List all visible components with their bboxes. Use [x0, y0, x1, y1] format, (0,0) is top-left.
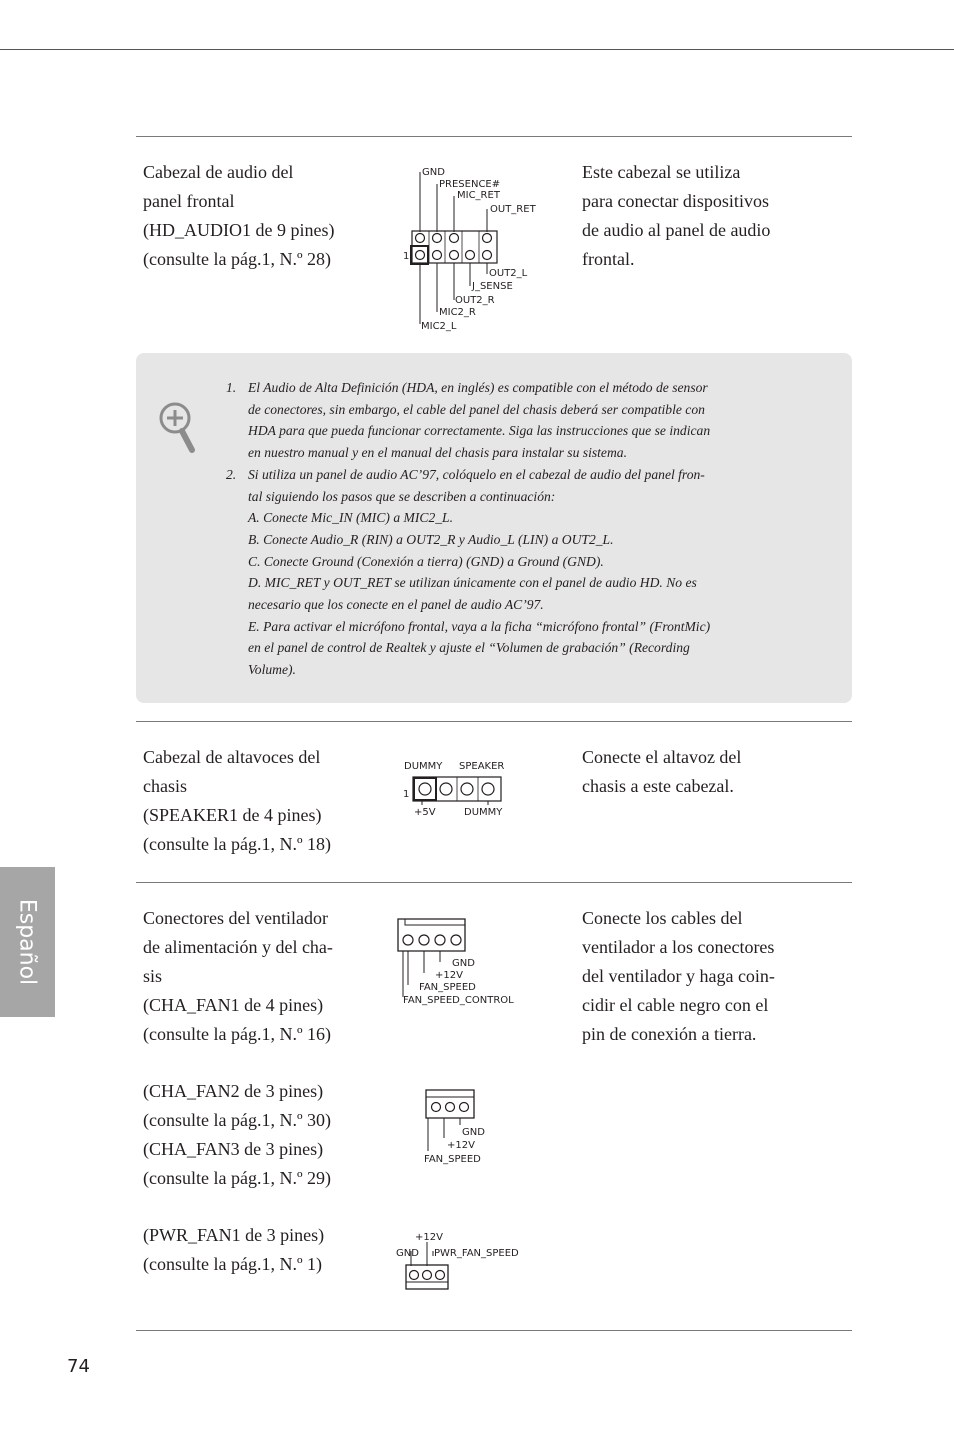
- note-line: [226, 486, 806, 508]
- text-line: Conecte el altavoz del: [582, 747, 742, 767]
- cha-fan2-fan3-description: [143, 1077, 331, 1193]
- pin-label: FAN_SPEED: [419, 982, 476, 993]
- note-line: [226, 659, 806, 681]
- note-text: E. Para activar el micrófono frontal, vaya a la ficha “micrófono frontal” (FrontMic): [248, 618, 711, 634]
- note-line: [226, 377, 806, 399]
- language-tab-label: Español: [14, 898, 40, 986]
- pin-one-marker: 1: [403, 789, 410, 800]
- text-line: frontal.: [582, 249, 635, 269]
- audio-usage-text: [582, 158, 770, 274]
- pin-label: DUMMY: [464, 807, 503, 818]
- note-text: HDA para que pueda funcionar correctamente. Siga las instrucciones que se indican: [248, 423, 711, 439]
- text-line: Conecte los cables del: [582, 908, 743, 928]
- note-text: Volume).: [248, 662, 296, 678]
- note-text: C. Conecte Ground (Conexión a tierra) (GND) a Ground (GND).: [248, 553, 604, 569]
- hd-audio-pinout-diagram: [400, 162, 550, 337]
- text-line: Este cabezal se utiliza: [582, 162, 741, 182]
- note-line: [226, 442, 806, 464]
- note-line: [226, 529, 806, 551]
- note-text: de conectores, sin embargo, el cable del panel del chasis deberá ser compatible con: [248, 401, 705, 417]
- fan-header-description: [143, 904, 333, 1049]
- note-line: [226, 464, 806, 486]
- note-line: [226, 594, 806, 616]
- fan-usage-text: [582, 904, 775, 1049]
- note-line: [226, 572, 806, 594]
- note-text: Si utiliza un panel de audio AC’97, colóquelo en el cabezal de audio del panel fron-: [248, 466, 705, 482]
- note-text: A. Conecte Mic_IN (MIC) a MIC2_L.: [248, 510, 453, 526]
- text-line: de audio al panel de audio: [582, 220, 771, 240]
- text-line: (consulte la pág.1, N.º 16): [143, 1024, 332, 1044]
- note-line: [226, 616, 806, 638]
- text-line: cidir el cable negro con el: [582, 995, 769, 1015]
- speaker-usage-text: [582, 743, 741, 801]
- pin-label: GND: [396, 1248, 419, 1259]
- text-line: (PWR_FAN1 de 3 pines): [143, 1225, 325, 1245]
- pin-label: PWR_FAN_SPEED: [434, 1248, 519, 1259]
- section-rule: [136, 882, 852, 883]
- text-line: chasis a este cabezal.: [582, 776, 734, 796]
- section-rule: [136, 136, 852, 137]
- pin-one-marker: 1: [403, 251, 410, 262]
- note-text: necesario que los conecte en el panel de audio AC’97.: [248, 597, 544, 613]
- pin-label: GND: [462, 1127, 485, 1138]
- text-line: (consulte la pág.1, N.º 1): [143, 1254, 323, 1274]
- pin-label: OUT2_L: [489, 268, 528, 279]
- pwr-fan1-description: [143, 1221, 324, 1279]
- note-text: B. Conecte Audio_R (RIN) a OUT2_R y Audio_L (LIN) a OUT2_L.: [248, 531, 614, 547]
- text-line: (CHA_FAN1 de 4 pines): [143, 995, 324, 1015]
- pin-label: SPEAKER: [459, 761, 505, 772]
- cha-fan1-pinout-diagram: [395, 915, 530, 1010]
- note-text: tal siguiendo los pasos que se describen a continuación:: [248, 488, 556, 504]
- text-line: de alimentación y del cha-: [143, 937, 333, 957]
- text-line: (HD_AUDIO1 de 9 pines): [143, 220, 335, 240]
- note-list: [226, 377, 806, 681]
- pin-label: +12V: [447, 1140, 475, 1151]
- text-line: (consulte la pág.1, N.º 29): [143, 1168, 332, 1188]
- text-line: Cabezal de altavoces del: [143, 747, 321, 767]
- text-line: panel frontal: [143, 191, 235, 211]
- text-line: Cabezal de audio del: [143, 162, 294, 182]
- pin-label: DUMMY: [404, 761, 443, 772]
- audio-header-description: [143, 158, 334, 274]
- pin-label: MIC_RET: [457, 190, 500, 201]
- pin-label: +12V: [435, 970, 463, 981]
- text-line: (SPEAKER1 de 4 pines): [143, 805, 322, 825]
- page-number: 74: [67, 1356, 90, 1377]
- pin-label: MIC2_R: [439, 307, 476, 318]
- pin-label: +12V: [415, 1232, 443, 1243]
- text-line: (CHA_FAN3 de 3 pines): [143, 1139, 324, 1159]
- pin-label: OUT_RET: [490, 204, 536, 215]
- text-line: pin de conexión a tierra.: [582, 1024, 757, 1044]
- text-line: para conectar dispositivos: [582, 191, 769, 211]
- note-line: [226, 420, 806, 442]
- pwr-fan1-pinout-diagram: [393, 1228, 528, 1294]
- text-line: sis: [143, 966, 163, 986]
- text-line: (consulte la pág.1, N.º 30): [143, 1110, 332, 1130]
- note-text: en el panel de control de Realtek y ajuste el “Volumen de grabación” (Recording: [248, 640, 690, 656]
- pin-label: FAN_SPEED: [424, 1154, 481, 1165]
- pin-label: OUT2_R: [455, 295, 495, 306]
- pin-label: J_SENSE: [472, 281, 513, 292]
- section-rule: [136, 1330, 852, 1331]
- section-rule: [136, 721, 852, 722]
- pin-label: MIC2_L: [421, 321, 457, 332]
- pin-label: GND: [422, 167, 445, 178]
- note-line: [226, 551, 806, 573]
- note-text: D. MIC_RET y OUT_RET se utilizan únicamente con el panel de audio HD. No es: [248, 575, 697, 591]
- text-line: Conectores del ventilador: [143, 908, 328, 928]
- cha-fan2-fan3-pinout-diagram: [420, 1085, 530, 1170]
- pin-label: PRESENCE#: [439, 179, 501, 190]
- pin-label: GND: [452, 958, 475, 969]
- note-number: 1.: [226, 380, 237, 395]
- top-rule: [0, 49, 954, 50]
- note-line: [226, 507, 806, 529]
- magnifier-plus-icon: [158, 401, 198, 455]
- note-text: en nuestro manual y en el manual del chasis para instalar su sistema.: [248, 445, 627, 461]
- text-line: (CHA_FAN2 de 3 pines): [143, 1081, 324, 1101]
- speaker-pinout-diagram: [400, 755, 530, 825]
- note-text: El Audio de Alta Definición (HDA, en inglés) es compatible con el método de sensor: [248, 380, 708, 395]
- note-line: [226, 637, 806, 659]
- text-line: del ventilador y haga coin-: [582, 966, 775, 986]
- note-line: [226, 399, 806, 421]
- pin-label: FAN_SPEED_CONTROL: [403, 995, 514, 1006]
- text-line: (consulte la pág.1, N.º 18): [143, 834, 332, 854]
- text-line: chasis: [143, 776, 187, 796]
- note-number: 2.: [226, 466, 237, 482]
- speaker-header-description: [143, 743, 331, 859]
- text-line: (consulte la pág.1, N.º 28): [143, 249, 332, 269]
- pin-label: +5V: [414, 807, 436, 818]
- text-line: ventilador a los conectores: [582, 937, 775, 957]
